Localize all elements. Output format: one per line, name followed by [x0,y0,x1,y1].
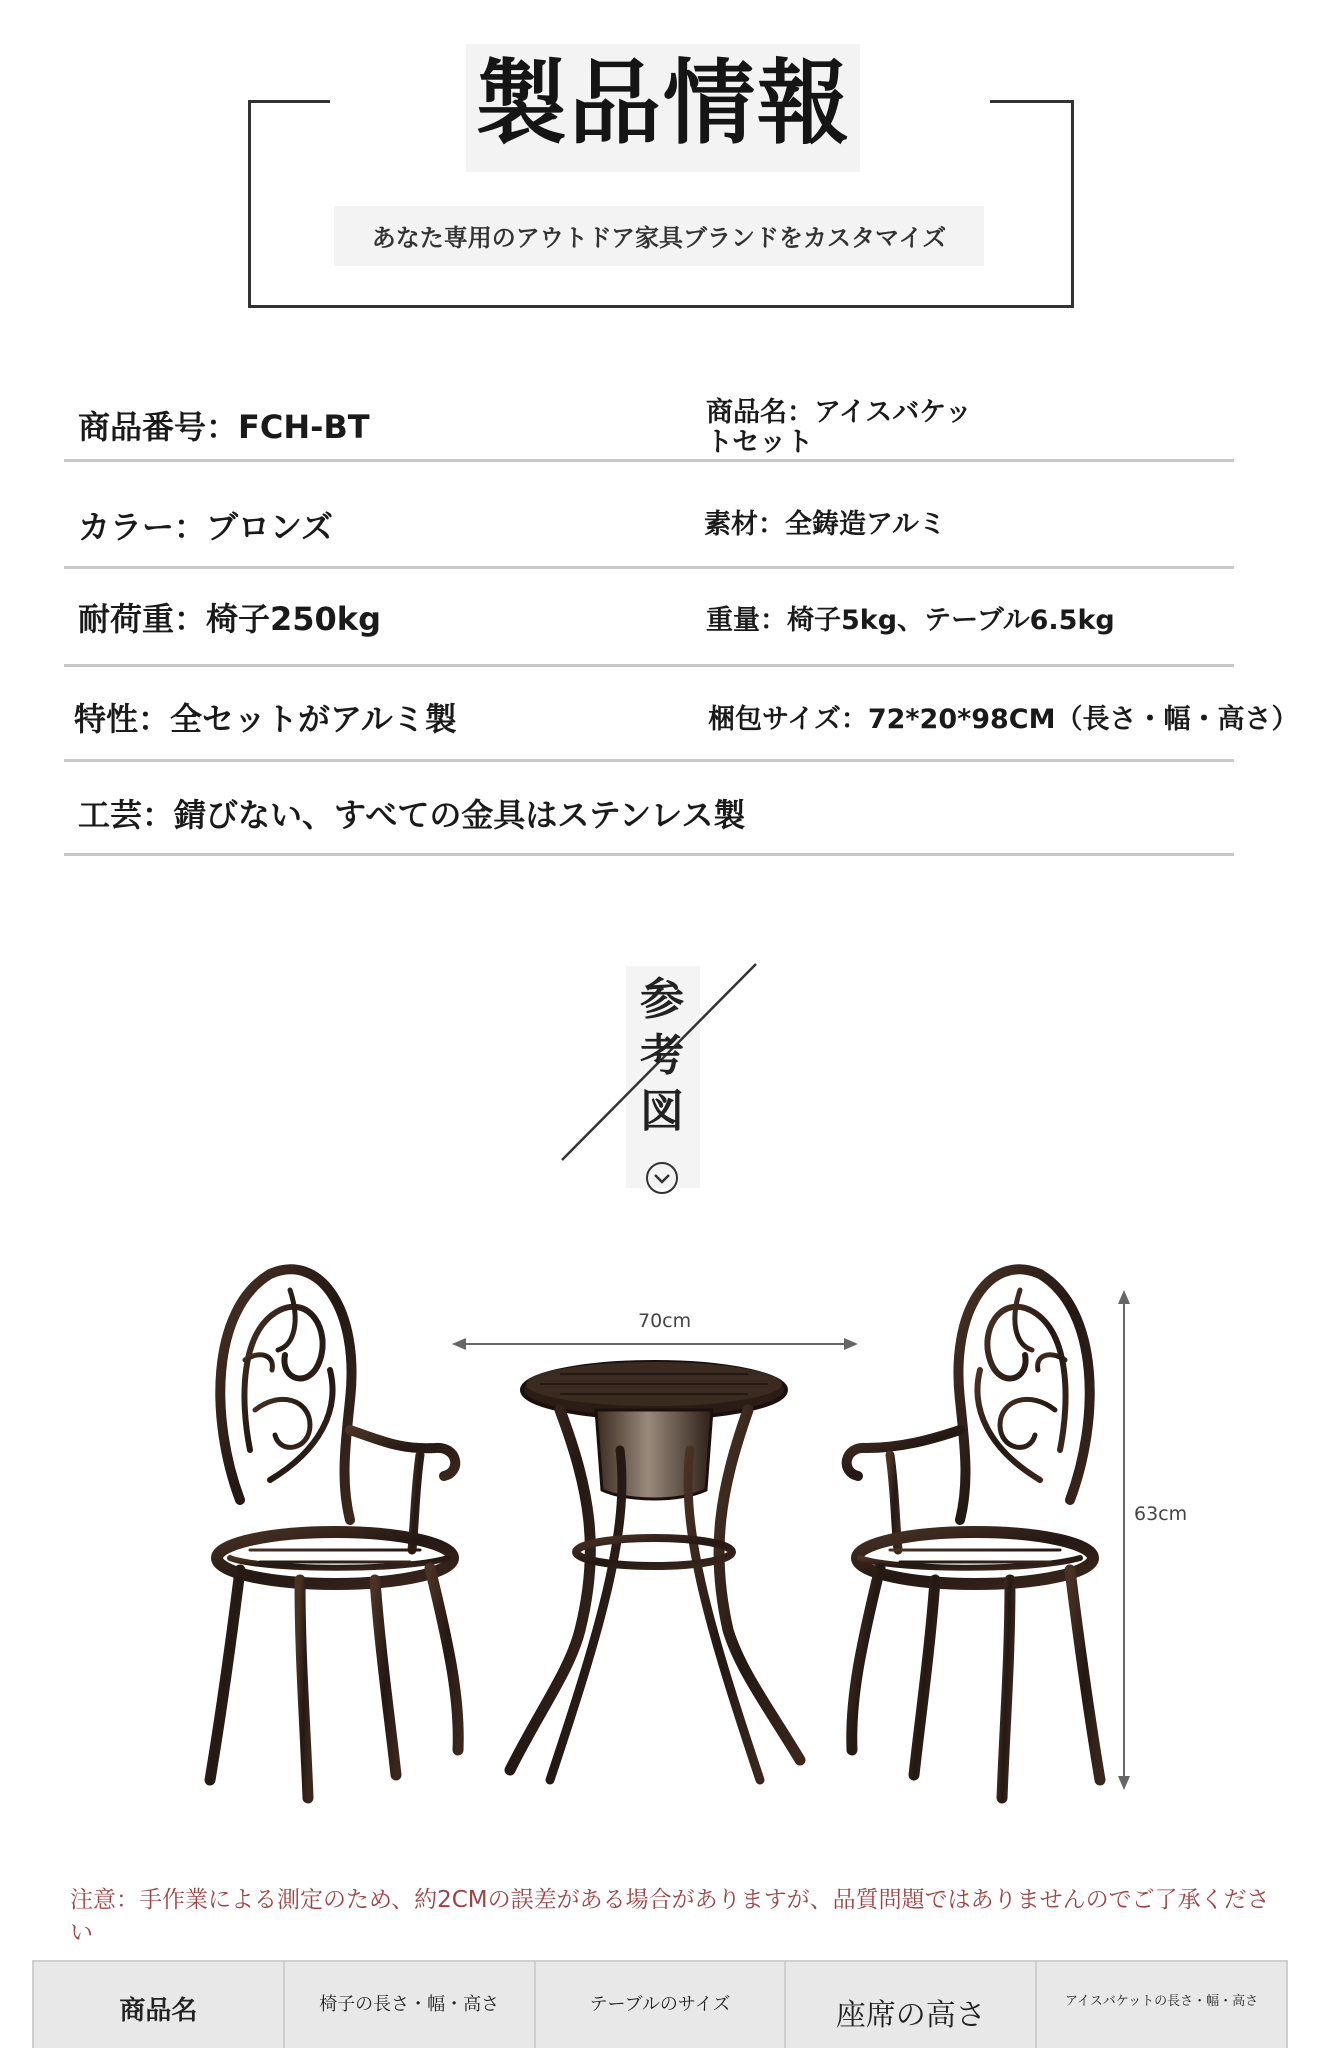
reference-char-3: 図 [640,1086,684,1137]
header-table-size: テーブルのサイズ [589,1994,731,2015]
table-header-cell [285,1962,536,2048]
height-label: 63cm [1134,1503,1188,1525]
size-table-header [32,1960,1288,2048]
spec-feature: 特性：全セットがアルミ製 [74,700,457,738]
spec-craft: 工芸：錆びない、すべての金具はステンレス製 [78,796,746,834]
table-header-cell [1037,1962,1288,2048]
divider [64,566,1234,569]
divider [64,759,1234,762]
height-dimension [1118,1290,1130,1790]
table-header-cell [34,1962,285,2048]
right-chair [847,1269,1100,1798]
divider [64,459,1234,462]
table-header-cell [536,1962,787,2048]
spec-product-name-line1: 商品名：アイスバケッ [706,397,972,428]
spec-material: 素材：全鋳造アルミ [704,509,946,540]
measurement-note: 注意：手作業による測定のため、約2CMの誤差がある場合がありますが、品質問題ではありませんのでご了承ください [70,1887,1270,1946]
spec-load: 耐荷重：椅子250kg [78,600,381,638]
spec-product-name-line2: トセット [706,427,814,458]
divider [64,664,1234,667]
spec-product-number: 商品番号：FCH-BT [78,408,370,446]
spec-weight: 重量：椅子5kg、テーブル6.5kg [706,605,1115,636]
width-label: 70cm [638,1310,692,1332]
spec-color: カラー：ブロンズ [78,508,334,546]
header-ice-bucket-size: アイスバケットの長さ・幅・高さ [1065,1994,1259,2009]
spec-package-size: 梱包サイズ：72*20*98CM（長さ・幅・高さ） [708,704,1299,735]
reference-char-1: 参 [640,974,684,1025]
divider [64,853,1234,856]
left-chair [210,1269,458,1798]
header-seat-height: 座席の高さ [835,1998,986,2033]
width-dimension [452,1338,858,1350]
chevron-down-circle-icon [645,1161,679,1195]
page-title: 製品情報 [474,50,851,157]
page-subtitle: あなた専用のアウトドア家具ブランドをカスタマイズ [371,224,947,252]
header-chair-size: 椅子の長さ・幅・高さ [319,1994,500,2015]
furniture-diagram [200,1250,1180,1830]
header-product-name: 商品名 [119,1996,198,2026]
bistro-table [510,1362,800,1780]
reference-char-2: 考 [640,1030,684,1081]
table-header-cell [786,1962,1037,2048]
